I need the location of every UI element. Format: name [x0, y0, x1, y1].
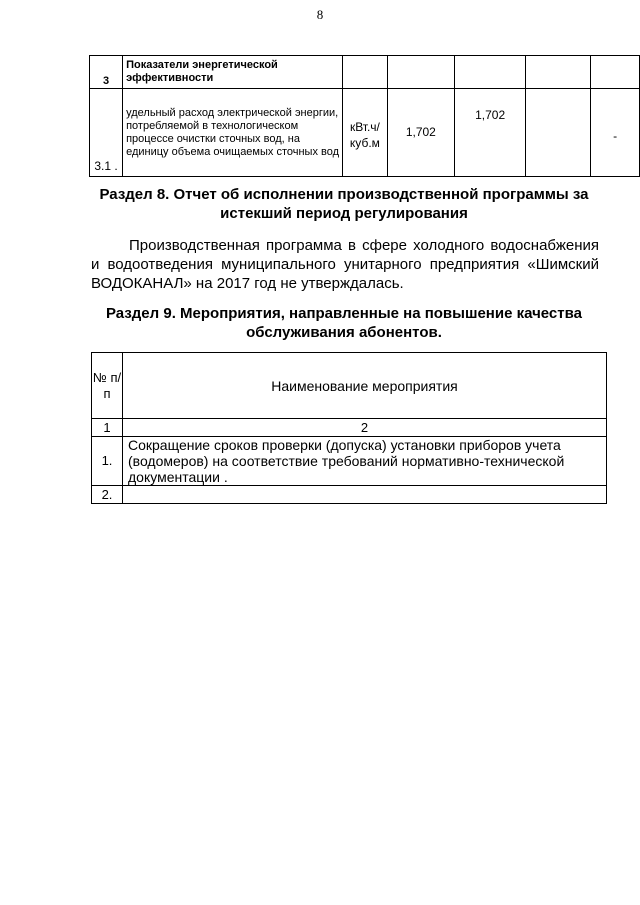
table-row: [90, 89, 640, 177]
table-row: [92, 486, 607, 504]
index-cell: 1: [92, 419, 123, 437]
table-header-row: [92, 353, 607, 419]
unit-cell: [343, 56, 387, 89]
value-cell: [526, 56, 591, 89]
value-cell: [591, 56, 640, 89]
index-cell: 2: [123, 419, 607, 437]
row-number: 2.: [92, 486, 123, 504]
unit-cell: кВт.ч/ куб.м: [343, 89, 387, 177]
value-cell: 1,702: [387, 89, 455, 177]
energy-efficiency-table: [89, 55, 640, 177]
value-cell: [455, 56, 526, 89]
value-cell: [526, 89, 591, 177]
section8-title: Раздел 8. Отчет об исполнении производственной программы за истекший период регулирования: [99, 186, 589, 222]
row-number: 1.: [92, 437, 123, 486]
page-number: 8: [316, 7, 324, 22]
row-name: Сокращение сроков проверки (допуска) установки приборов учета (водомеров) на соответствие требований нормативно-технической документации .: [123, 437, 607, 486]
measures-table: [91, 352, 607, 504]
table-row: [92, 437, 607, 486]
column-header-num: № п/п: [92, 353, 123, 419]
value-cell: -: [591, 89, 640, 177]
table-row: [90, 56, 640, 89]
row-name: удельный расход электрической энергии, потребляемой в технологическом процессе очистки сточных вод, на единицу объема очищаемых сточных вод: [123, 89, 343, 177]
value-cell: 1,702: [455, 89, 526, 177]
section9-title: Раздел 9. Мероприятия, направленные на повышение качества обслуживания абонентов.: [106, 305, 582, 341]
table-index-row: [92, 419, 607, 437]
section8-paragraph: Производственная программа в сфере холодного водоснабжения и водоотведения муниципального унитарного предприятия «Шимский ВОДОКАНАЛ» на 2017 год не утверждалась.: [91, 237, 599, 292]
row-name: [123, 486, 607, 504]
row-name: Показатели энергетической эффективности: [123, 56, 343, 89]
row-number: 3.1 .: [90, 89, 123, 177]
row-number: 3: [90, 56, 123, 89]
value-cell: [387, 56, 455, 89]
column-header-name: Наименование мероприятия: [123, 353, 607, 419]
